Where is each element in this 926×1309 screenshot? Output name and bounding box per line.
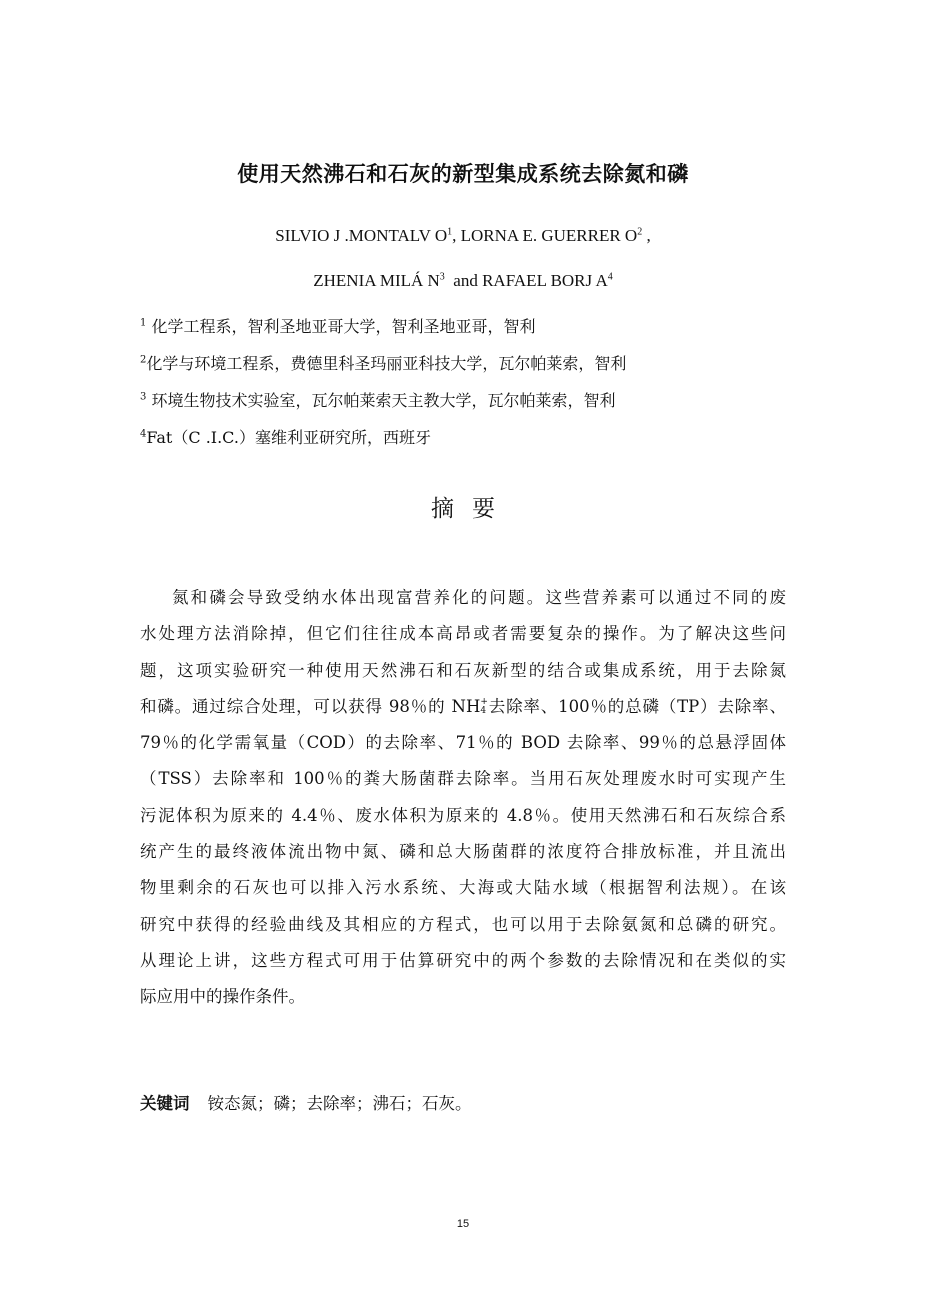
- abstract-line: 物里剩余的石灰也可以排入污水系统、大海或大陆水域（根据智利法规）。在该: [140, 878, 786, 898]
- affiliation-text: 化学与环境工程系，费德里科圣玛丽亚科技大学，瓦尔帕莱索，智利: [146, 354, 627, 373]
- abstract-line: 污泥体积为原来的 4.4％、废水体积为原来的 4.8％。使用天然沸石和石灰综合系: [140, 805, 786, 825]
- affiliation-sup: 4: [140, 428, 147, 440]
- abstract-line: 题，这项实验研究一种使用天然沸石和石灰新型的结合或集成系统，用于去除氮: [140, 660, 786, 680]
- abstract-line: （TSS）去除率和 100％的粪大肠菌群去除率。当用石灰处理废水时可实现产生: [140, 769, 786, 789]
- author-separator: ,: [642, 226, 651, 245]
- affiliation-text: 化学工程系，智利圣地亚哥大学，智利圣地亚哥，智利: [146, 317, 536, 336]
- author-separator: ,: [452, 226, 461, 245]
- affiliation-text: 环境生物技术实验室，瓦尔帕莱索天主教大学，瓦尔帕莱索，智利: [146, 391, 616, 410]
- author-name: LORNA E. GUERRER O: [460, 226, 638, 245]
- affiliation-sup: 2: [140, 354, 147, 366]
- abstract-line: 研究中获得的经验曲线及其相应的方程式，也可以用于去除氨氮和总磷的研究。: [140, 914, 786, 934]
- author-affil-sup: 4: [607, 271, 613, 283]
- author-name: ZHENIA MILÁ N: [313, 271, 440, 290]
- abstract-body: [140, 580, 786, 1016]
- abstract-line: 从理论上讲，这些方程式可用于估算研究中的两个参数的去除情况和在类似的实: [140, 950, 786, 970]
- affiliation-sup: 3: [140, 391, 147, 403]
- nh4-subscript: 4: [480, 706, 487, 717]
- author-affil-sup: 1: [447, 226, 453, 238]
- page-number: 15: [456, 1218, 470, 1230]
- author-affil-sup: 3: [439, 271, 445, 283]
- abstract-heading: 摘要: [431, 496, 513, 522]
- author-line-1: [0, 226, 926, 246]
- author-affil-sup: 2: [637, 226, 643, 238]
- affiliation-3: [140, 388, 615, 411]
- keywords-label: 关键词: [140, 1094, 190, 1113]
- abstract-line: 氮和磷会导致受纳水体出现富营养化的问题。这些营养素可以通过不同的废: [172, 588, 786, 607]
- abstract-line: 际应用中的操作条件。: [140, 987, 305, 1007]
- author-separator: and: [444, 271, 483, 290]
- keywords-text: 铵态氮；磷；去除率；沸石；石灰。: [207, 1094, 472, 1113]
- abstract-line: [140, 689, 786, 725]
- affiliation-4: [140, 425, 431, 448]
- nh4-base: NH: [451, 696, 481, 716]
- paper-title: 使用天然沸石和石灰的新型集成系统去除氮和磷: [237, 162, 689, 186]
- nh4-charge: +: [480, 697, 488, 708]
- author-name: SILVIO J .MONTALV O: [275, 226, 448, 245]
- affiliation-sup: 1: [140, 317, 147, 329]
- abstract-line: 79％的化学需氧量（COD）的去除率、71％的 BOD 去除率、99％的总悬浮固体: [140, 733, 786, 753]
- affiliation-2: [140, 351, 626, 374]
- abstract-line-part: 去除率、100％的总磷（TP）去除率、: [487, 696, 786, 716]
- abstract-line: 统产生的最终液体流出物中氮、磷和总大肠菌群的浓度符合排放标准，并且流出: [140, 842, 786, 862]
- keywords: [140, 1090, 472, 1114]
- nh4-formula: [452, 689, 488, 725]
- abstract-line: 水处理方法消除掉，但它们往往成本高昂或者需要复杂的操作。为了解决这些问: [140, 624, 786, 644]
- affiliation-1: [140, 314, 535, 337]
- author-line-2: [0, 271, 926, 291]
- author-name: RAFAEL BORJ A: [482, 271, 608, 290]
- abstract-line-part: 和磷。通过综合处理，可以获得 98％的: [140, 696, 452, 716]
- affiliation-text: Fat（C .I.C.）塞维利亚研究所，西班牙: [146, 428, 431, 447]
